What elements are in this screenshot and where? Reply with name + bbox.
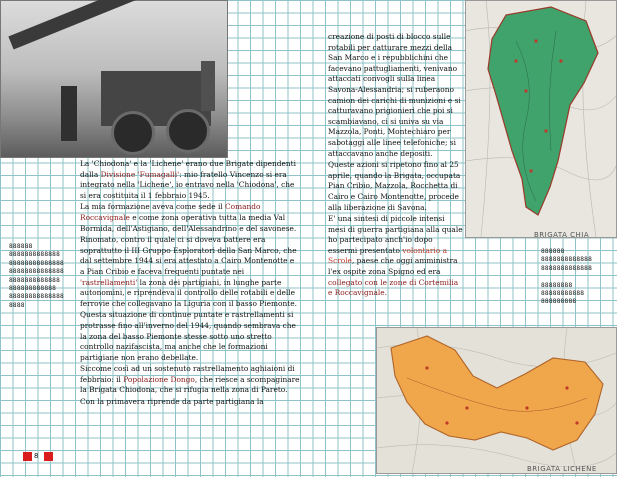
paragraph	[328, 160, 464, 213]
text-segment: : mio fratello Vincenzo si era integrato nella 'Lichene', io entravo nella 'Chiodona', che si era costituita il 1 febbraio 1945.	[80, 169, 295, 200]
paragraph	[328, 32, 464, 159]
soldier-figure	[61, 86, 77, 141]
page-marker-left	[23, 452, 32, 461]
text-segment: la zona dei partigiani, in lunghe parte autonomini, e riprendeva il controllo delle rotabili e delle ferrovie che collegavano la Liguria con il basso Piemonte.	[80, 277, 297, 308]
highlighted-text: collegato con le zone di Cortemilia e Roccavignale.	[328, 277, 459, 298]
text-segment: Siccome così ad un sostenuto rastrellamento aghiaioni di febbraio: il	[80, 364, 295, 384]
orange-map-svg	[377, 328, 616, 473]
text-segment: Rinomato, contro il quale ci si doveva battere era soprattutto il III Gruppo Esploratori della San Marco, che dal settembre 1944 si era attestato a Cairo Montenotte e a Pian Cribio e faceva frequenti puntate nei	[80, 235, 297, 276]
text-segment: , paese che oggi amministra l'ex ospite zona Spigno ed era	[328, 256, 458, 277]
paragraph	[80, 202, 300, 234]
paragraph	[80, 364, 300, 396]
text-segment: , che riesce a scompaginare la Brigata Chiodona, che si rifugia nella zona di Pareto.	[80, 374, 300, 395]
text-segment: e come zona operativa tutta la media Val Bormida, dell'Astigiano, dell'Alessandrino e del savonese.	[80, 212, 297, 233]
text-segment: E' una sintesi di piccole intensi mesi di guerra partigiana alla quale ho partecipato anch'io dopo essermi presentato	[328, 214, 463, 255]
cannon-wheel	[166, 109, 210, 153]
soldier-figure	[201, 61, 215, 111]
highlighted-text: volontario a Scrole	[328, 245, 447, 266]
text-segment: La mia formazione aveva come sede il	[80, 202, 226, 212]
page-marker-right	[44, 452, 53, 461]
text-segment: Queste azioni si ripetono fino al 25 aprile, quando la Brigata, occupata Pian Cribio, Mazzola, Rocchetta di Cairo e Cairo Montenotte, procede alla liberazione di Savona.	[328, 160, 461, 212]
page-number: 8	[34, 452, 39, 460]
green-map-svg	[466, 1, 616, 237]
orange-zone-map	[376, 327, 617, 474]
orange-map-label: BRIGATA LICHENE	[527, 465, 597, 473]
middle-text-column	[328, 32, 464, 298]
green-zone-map	[465, 0, 617, 238]
right-placeholder-text: 888888 8888888888888 8888888888888 88888888 88888888888 888888888	[541, 248, 593, 306]
text-segment: Questa situazione di continue puntate e rastrellamenti si protrasse fino all'inverno del 1944, quando sembrava che la zona del basso Piemonte stesse sotto uno stretto controllo nazifascista, ma anche che le formazioni partigiane non erano debellate.	[80, 310, 296, 362]
paragraph	[80, 235, 300, 309]
cannon-wheel	[111, 111, 155, 155]
paragraph	[80, 397, 300, 408]
paragraph	[80, 159, 300, 201]
highlighted-text: Popolazione Dongo	[123, 374, 195, 384]
text-segment: La 'Chiodona' e la 'Lichene' erano due Brigate dipendenti dalla	[80, 159, 296, 179]
text-segment: Con la primavera riprende da parte partigiana la	[80, 397, 264, 407]
left-placeholder-text: 888888 8888888888888 88888888888888 88888888888888 8888888888888 888888888888 88888888888888 8888	[9, 243, 64, 309]
cannon-photo	[0, 0, 228, 158]
highlighted-text: Comando Roccavignale	[80, 202, 261, 222]
green-map-label: BRIGATA CHIA	[534, 231, 590, 239]
highlighted-text: 'rastrellamenti'	[80, 277, 138, 287]
text-segment: creazione di posti di blocco sulle rotabili per catturare mezzi della San Marco e i repubblichini che facevano pattugliamenti, venivano attaccati convogli sulla linea Savona-Alessandria; si ruberaono camion dei carichi di munizioni e si catturavano prigionieri che poi si scambiavano, ci si univa su via Mazzola, Ponti, Montechiaro per sabotaggi alle linee telefoniche; si attaccavano anche depositi.	[328, 32, 461, 158]
paragraph	[80, 310, 300, 363]
left-text-column	[80, 159, 300, 427]
cannon-barrel	[8, 0, 143, 49]
paragraph	[328, 214, 464, 299]
highlighted-text: Divisione 'Fumagalli'	[100, 169, 180, 179]
